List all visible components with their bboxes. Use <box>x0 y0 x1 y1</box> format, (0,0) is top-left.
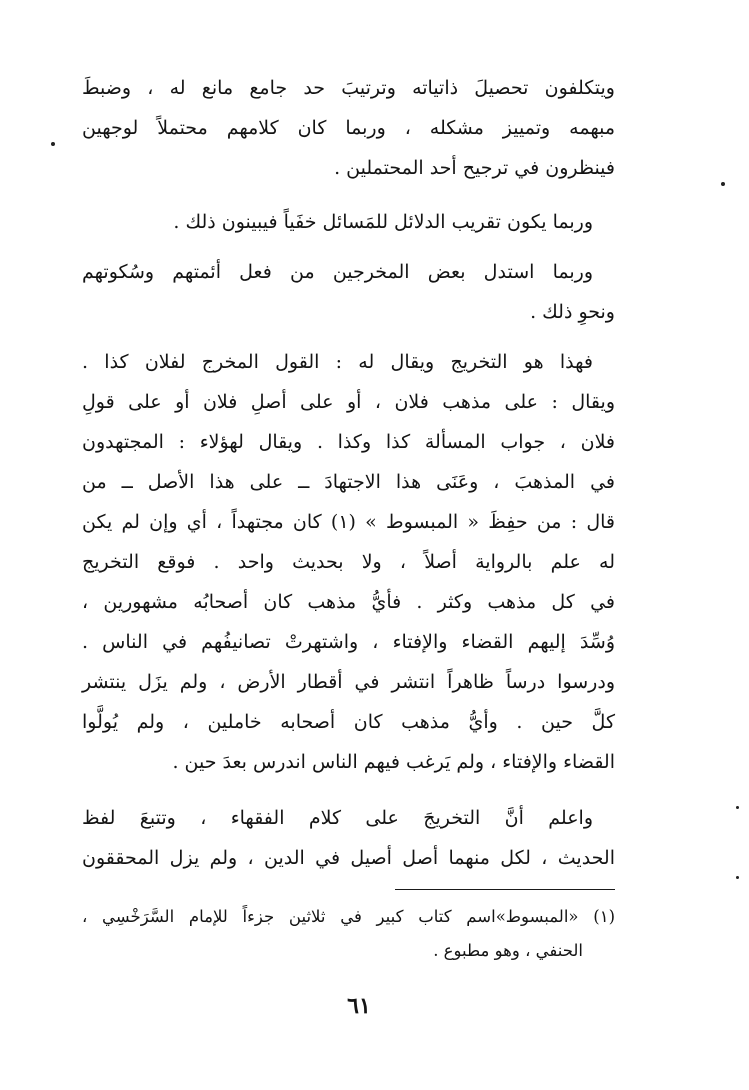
paragraph-1 <box>82 68 615 188</box>
scan-speck <box>721 182 725 186</box>
text-line: ويقال : على مذهب فلان ، أو على أصلِ فلان أو على قولِ <box>82 391 615 413</box>
paragraph-4 <box>82 342 615 782</box>
text-line: مبهمه وتمييز مشكله ، وربما كان كلامهم محتملاً لوجهين <box>82 117 615 139</box>
text-line: واعلم أنَّ التخريجَ على كلام الفقهاء ، وتتبعَ لفظ <box>82 807 593 829</box>
footnote-line: (١) «المبسوط»اسم كتاب كبير في ثلاثين جزءاً للإمام السَّرَخْسِي ، <box>82 907 615 926</box>
scan-speck <box>51 142 55 146</box>
text-line: وُسِّدَ إليهم القضاء والإفتاء ، واشتهرتْ تصانيفُهم في الناس . <box>82 631 615 653</box>
text-line: قال : من حفِظَ « المبسوط » (١) كان مجتهداً ، أي وإن لم يكن <box>82 511 616 533</box>
text-line: فهذا هو التخريج ويقال له : القول المخرج لفلان كذا . <box>82 351 593 373</box>
footnote-line: الحنفي ، وهو مطبوع . <box>433 941 583 960</box>
paragraph-3 <box>82 252 615 332</box>
text-line: كلَّ حين . وأيُّ مذهب كان أصحابه خاملين ، ولم يُولَّوا <box>82 711 615 733</box>
text-line: له علم بالرواية أصلاً ، ولا بحديث واحد . فوقع التخريج <box>82 551 615 573</box>
paragraph-2 <box>82 202 615 242</box>
text-line: ودرسوا درساً ظاهراً انتشر في أقطار الأرض ، ولم يزَل ينتشر <box>82 671 615 693</box>
footnote <box>82 900 615 968</box>
text-line: ونحوِ ذلك . <box>530 301 615 323</box>
text-line: فينظرون في ترجيح أحد المحتملين . <box>334 157 615 179</box>
paragraph-5 <box>82 798 615 878</box>
text-line: ويتكلفون تحصيلَ ذاتياته وترتيبَ حد جامع مانع له ، وضبطَ <box>82 77 615 99</box>
footnote-separator <box>395 889 615 890</box>
scan-speck <box>736 876 739 879</box>
text-line: القضاء والإفتاء ، ولم يَرغب فيهم الناس اندرس بعدَ حين . <box>172 751 615 773</box>
text-line: الحديث ، لكل منهما أصل أصيل في الدين ، ولم يزل المحققون <box>82 847 615 869</box>
text-line: وربما استدل بعض المخرجين من فعل أئمتهم وسُكوتهم <box>82 261 593 283</box>
text-line: وربما يكون تقريب الدلائل للمَسائل خفَياً فيبينون ذلك . <box>173 211 593 233</box>
text-line: في المذهبَ ، وعَنَى هذا الاجتهادَ ــ على هذا الأصل ــ من <box>82 471 615 493</box>
text-line: فلان ، جواب المسألة كذا وكذا . ويقال لهؤلاء : المجتهدون <box>82 431 615 453</box>
text-line: في كل مذهب وكثر . فأيُّ مذهب كان أصحابُه مشهورين ، <box>82 591 615 613</box>
scan-speck <box>736 806 739 809</box>
page-number: ٦١ <box>347 993 371 1019</box>
